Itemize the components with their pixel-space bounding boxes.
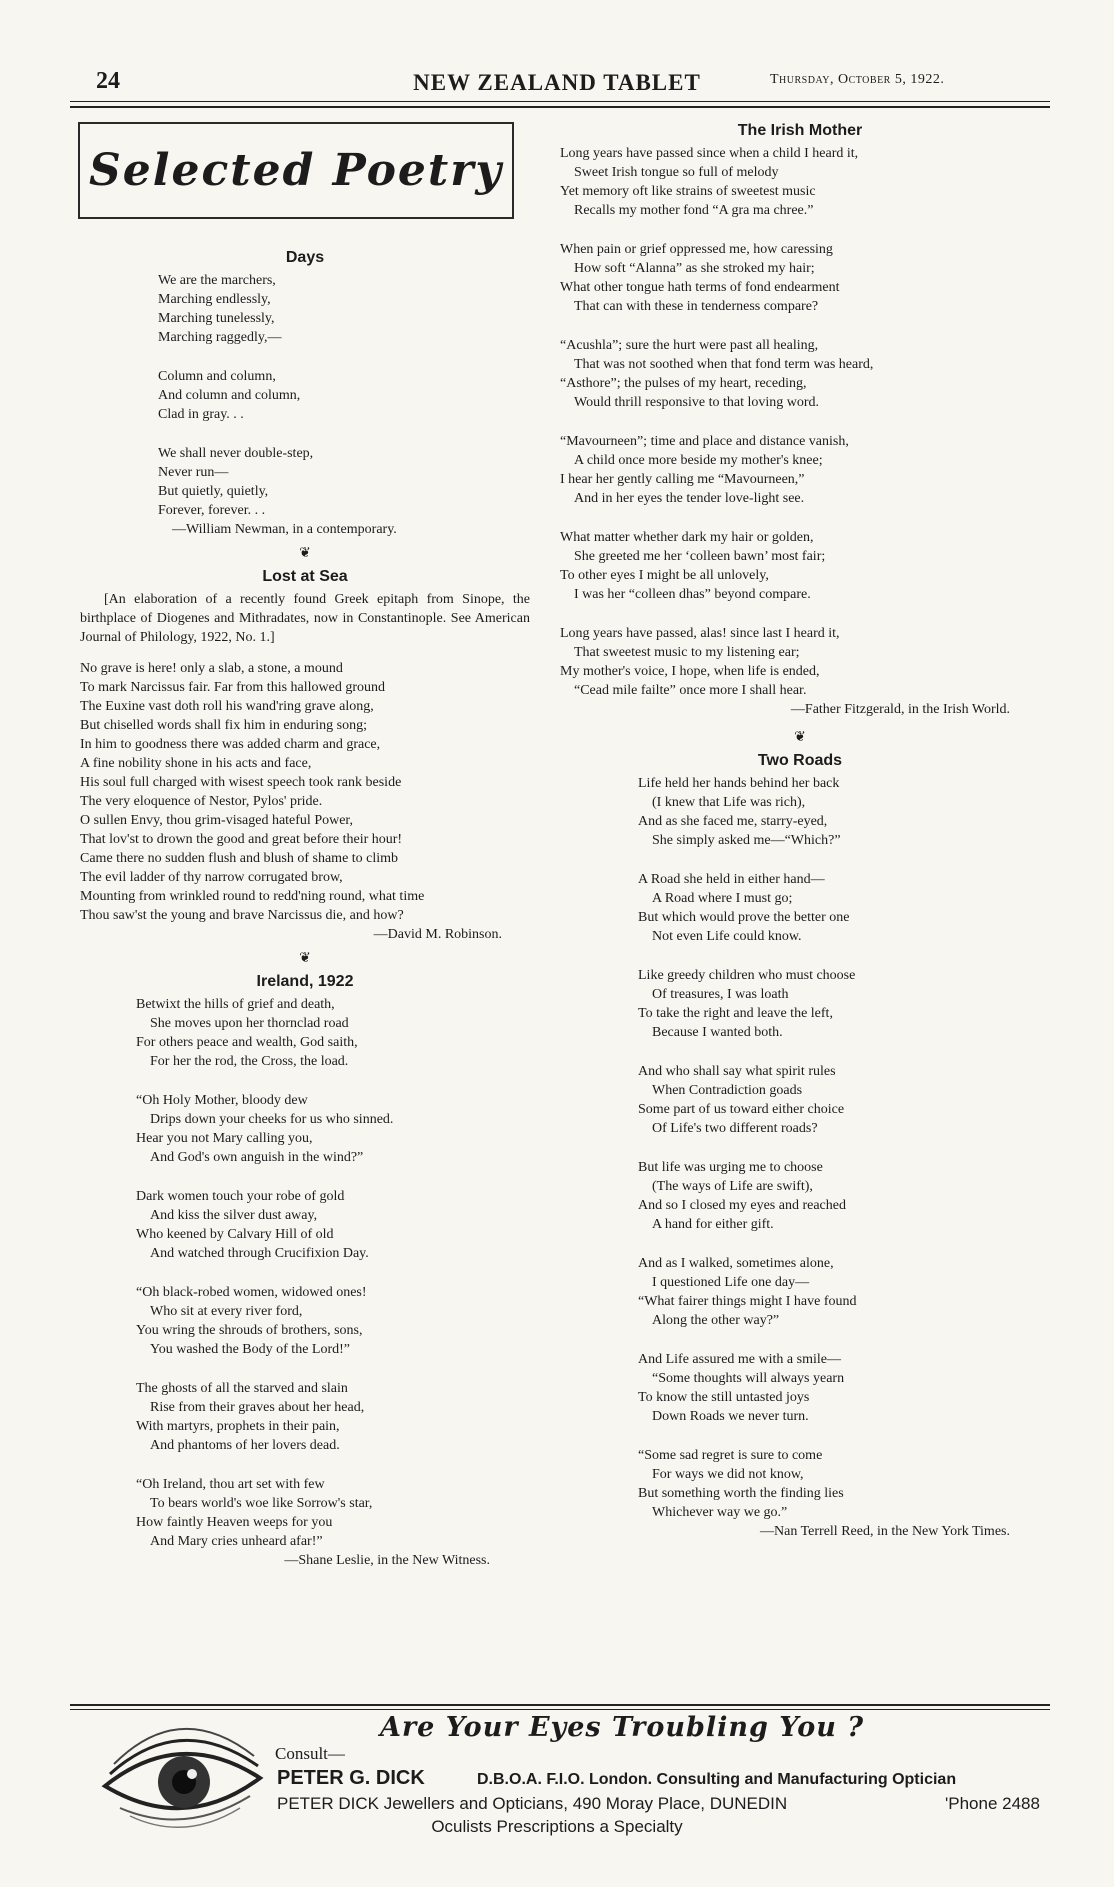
poem-line: For ways we did not know, [652, 1467, 804, 1482]
stanza [560, 624, 1040, 700]
poem-line: To bears world's woe like Sorrow's star, [150, 1496, 373, 1511]
poem-line: To other eyes I might be all unlovely, [560, 568, 769, 583]
poem-line: Long years have passed since when a child I heard it, [560, 146, 859, 161]
poem-line: Hear you not Mary calling you, [136, 1131, 313, 1146]
poem-line: Down Roads we never turn. [652, 1409, 809, 1424]
poem-line: Marching endlessly, [158, 292, 271, 307]
poem-line: And in her eyes the tender love-light see. [574, 491, 805, 506]
ad-specialty: Oculists Prescriptions a Specialty [431, 1817, 683, 1836]
right-column [560, 122, 1040, 1541]
poem-line: When pain or grief oppressed me, how caressing [560, 242, 833, 257]
poem-line: And God's own anguish in the wind?” [150, 1150, 364, 1165]
poem-line: My mother's voice, I hope, when life is ended, [560, 664, 820, 679]
poem-line: A Road where I must go; [652, 891, 793, 906]
poem-line: And phantoms of her lovers dead. [150, 1438, 340, 1453]
poem-line: Betwixt the hills of grief and death, [136, 997, 335, 1012]
stanza [136, 1475, 530, 1551]
poem-line: For her the rod, the Cross, the load. [150, 1054, 349, 1069]
poem-line: A hand for either gift. [652, 1217, 774, 1232]
poem-line: Dark women touch your robe of gold [136, 1189, 345, 1204]
poem-two-roads [560, 752, 1040, 1541]
header-rule-thick [70, 106, 1050, 108]
section-title-box [78, 122, 514, 219]
poem-line: Recalls my mother fond “A gra ma chree.” [574, 203, 814, 218]
poem-line: And Life assured me with a smile— [638, 1352, 841, 1367]
stanza [560, 336, 1040, 412]
stanza [638, 1254, 1040, 1330]
ad-qualifications: D.B.O.A. F.I.O. London. Consulting and Manufacturing Optician [477, 1771, 957, 1788]
stanza [638, 1158, 1040, 1234]
ad-headline: Are Your Eyes Troubling You ? [380, 1712, 865, 1743]
stanza [136, 1379, 530, 1455]
poem-line: Sweet Irish tongue so full of melody [574, 165, 779, 180]
poem-line: Who keened by Calvary Hill of old [136, 1227, 334, 1242]
poem-title: Two Roads [757, 752, 843, 769]
poem-line: To take the right and leave the left, [638, 1006, 833, 1021]
section-title: Selected Poetry [89, 145, 503, 196]
stanza [158, 271, 530, 347]
poem-line: But something worth the finding lies [638, 1486, 844, 1501]
poem-title: Lost at Sea [262, 568, 348, 585]
poem-line: Rise from their graves about her head, [150, 1400, 365, 1415]
poem-title: Ireland, 1922 [256, 973, 354, 990]
poem-line: Forever, forever. . . [158, 503, 266, 518]
poem-intro: [An elaboration of a recently found Greek epitaph from Sinope, the birthplace of Diogenes and Mithradates, now in Constantinople. See American Journal of Philology, 1922, No. 1.] [80, 592, 530, 645]
ad-consult: Consult— [275, 1744, 345, 1763]
poem-line: Marching raggedly,— [158, 330, 282, 345]
poem-attribution: —William Newman, in a contemporary. [172, 522, 397, 537]
poem-line: Who sit at every river ford, [150, 1304, 303, 1319]
stanza [638, 870, 1040, 946]
poem-line: “Acushla”; sure the hurt were past all healing, [560, 338, 819, 353]
poem-line: And watched through Crucifixion Day. [150, 1246, 369, 1261]
poem-line: She moves upon her thornclad road [150, 1016, 349, 1031]
poem-line: To mark Narcissus fair. Far from this hallowed ground [80, 680, 386, 695]
poem-line: Some part of us toward either choice [638, 1102, 845, 1117]
poem-line: I hear her gently calling me “Mavourneen,” [560, 472, 805, 487]
poem-line: A Road she held in either hand— [638, 872, 825, 887]
poem-line: That was not soothed when that fond term was heard, [574, 357, 874, 372]
page-number: 24 [96, 68, 120, 94]
stanza [560, 144, 1040, 220]
ad-address: PETER DICK Jewellers and Opticians, 490 Moray Place, DUNEDIN [277, 1794, 788, 1813]
ad-name: PETER G. DICK [277, 1767, 425, 1789]
poem-line: Mounting from wrinkled round to redd'ning round, what time [80, 889, 425, 904]
poem-line: “Mavourneen”; time and place and distance vanish, [560, 434, 849, 449]
poem-irish-mother [560, 122, 1040, 719]
poem-ireland-1922 [80, 973, 530, 1570]
ad-phone: 'Phone 2488 [945, 1794, 1040, 1813]
stanza [638, 1062, 1040, 1138]
poem-attribution: —Father Fitzgerald, in the Irish World. [790, 702, 1010, 717]
poem-line: Came there no sudden flush and blush of shame to climb [80, 851, 399, 866]
poem-line: Never run— [158, 465, 229, 480]
ad-rule [70, 1709, 1050, 1710]
poem-line: A fine nobility shone in his acts and face, [80, 756, 312, 771]
poem-line: You wring the shrouds of brothers, sons, [136, 1323, 363, 1338]
stanza [560, 432, 1040, 508]
poem-line: She greeted me her ‘colleen bawn’ most fair; [574, 549, 826, 564]
poem-line: The ghosts of all the starved and slain [136, 1381, 348, 1396]
poem-line: Like greedy children who must choose [638, 968, 856, 983]
poem-line: And as I walked, sometimes alone, [638, 1256, 834, 1271]
poem-line: What matter whether dark my hair or golden, [560, 530, 814, 545]
poem-line: What other tongue hath terms of fond endearment [560, 280, 840, 295]
poem-line: And so I closed my eyes and reached [638, 1198, 846, 1213]
poem-line: She simply asked me—“Which?” [652, 833, 841, 848]
poem-line: How faintly Heaven weeps for you [136, 1515, 333, 1530]
poem-line: That can with these in tenderness compare? [574, 299, 819, 314]
poem-line: (The ways of Life are swift), [652, 1179, 813, 1194]
poem-line: Because I wanted both. [652, 1025, 783, 1040]
poem-line: (I knew that Life was rich), [652, 795, 806, 810]
poem-line: Life held her hands behind her back [638, 776, 840, 791]
poem-line: “What fairer things might I have found [638, 1294, 857, 1309]
poem-line: “Oh Ireland, thou art set with few [136, 1477, 325, 1492]
poem-line: I was her “colleen dhas” beyond compare. [574, 587, 811, 602]
poem-line: I questioned Life one day— [652, 1275, 810, 1290]
ornament-icon: ❦ [794, 730, 806, 745]
poem-line: “Oh black-robed women, widowed ones! [136, 1285, 367, 1300]
poem-attribution: —Shane Leslie, in the New Witness. [284, 1553, 490, 1568]
poem-line: The evil ladder of thy narrow corrugated brow, [80, 870, 343, 885]
stanza [136, 1283, 530, 1359]
poem-line: When Contradiction goads [652, 1083, 803, 1098]
poem-line: O sullen Envy, thou grim-visaged hateful Power, [80, 813, 354, 828]
poem-line: Of treasures, I was loath [652, 987, 789, 1002]
ornament-icon: ❦ [299, 951, 311, 966]
poem-line: The very eloquence of Nestor, Pylos' pride. [80, 794, 323, 809]
poem-line: Yet memory oft like strains of sweetest music [560, 184, 816, 199]
poem-line: His soul full charged with wisest speech took rank beside [80, 775, 402, 790]
poem-line: But which would prove the better one [638, 910, 850, 925]
poem-line: We are the marchers, [158, 273, 276, 288]
stanza [158, 444, 530, 539]
poem-line: But life was urging me to choose [638, 1160, 823, 1175]
poem-line: Clad in gray. . . [158, 407, 244, 422]
poem-line: And who shall say what spirit rules [638, 1064, 836, 1079]
poem-line: How soft “Alanna” as she stroked my hair; [574, 261, 815, 276]
header-rule [70, 101, 1050, 102]
poem-line: And as she faced me, starry-eyed, [638, 814, 828, 829]
poem-line: And Mary cries unheard afar!” [150, 1534, 323, 1549]
stanza [638, 1446, 1040, 1522]
poem-line: “Some thoughts will always yearn [652, 1371, 845, 1386]
poem-line: Along the other way?” [652, 1313, 780, 1328]
poem-attribution: —Nan Terrell Reed, in the New York Times. [760, 1524, 1010, 1539]
stanza [136, 995, 530, 1071]
poem-line: In him to goodness there was added charm and grace, [80, 737, 381, 752]
poem-line: With martyrs, prophets in their pain, [136, 1419, 340, 1434]
poem-line: The Euxine vast doth roll his wand'ring grave along, [80, 699, 374, 714]
stanza [638, 966, 1040, 1042]
stanza [638, 1350, 1040, 1426]
stanza [560, 528, 1040, 604]
poem-line: And column and column, [158, 388, 301, 403]
poem-line: Long years have passed, alas! since last I heard it, [560, 626, 840, 641]
poem-line: “Some sad regret is sure to come [638, 1448, 823, 1463]
stanza [560, 240, 1040, 316]
poem-line: To know the still untasted joys [638, 1390, 810, 1405]
poem-line: Drips down your cheeks for us who sinned. [150, 1112, 394, 1127]
poem-line: For others peace and wealth, God saith, [136, 1035, 358, 1050]
poem-lost-at-sea [80, 568, 530, 944]
stanza [136, 1187, 530, 1263]
ad-rule-thick [70, 1704, 1050, 1706]
poem-line: “Cead mile failte” once more I shall hear. [574, 683, 807, 698]
poem-attribution: —David M. Robinson. [373, 927, 502, 942]
poem-line: “Asthore”; the pulses of my heart, receding, [560, 376, 807, 391]
poem-line: We shall never double-step, [158, 446, 314, 461]
stanza [158, 367, 530, 424]
newspaper-title: NEW ZEALAND TABLET [413, 70, 701, 95]
issue-date: Thursday, October 5, 1922. [770, 72, 945, 87]
poem-line: But quietly, quietly, [158, 484, 269, 499]
poem-line: Column and column, [158, 369, 276, 384]
poem-line: Of Life's two different roads? [652, 1121, 818, 1136]
poem-line: Marching tunelessly, [158, 311, 275, 326]
ornament-icon: ❦ [299, 546, 311, 561]
stanza [638, 774, 1040, 850]
poem-line: A child once more beside my mother's knee; [574, 453, 823, 468]
poem-title: Days [285, 249, 325, 266]
poem-line: But chiselled words shall fix him in enduring song; [80, 718, 367, 733]
poem-line: “Oh Holy Mother, bloody dew [136, 1093, 308, 1108]
poem-line: Would thrill responsive to that loving word. [574, 395, 820, 410]
poem-title: The Irish Mother [737, 122, 863, 139]
poem-line: Not even Life could know. [652, 929, 802, 944]
poem-line: Thou saw'st the young and brave Narcissus die, and how? [80, 908, 404, 923]
poem-line: That lov'st to drown the good and great before their hour! [80, 832, 403, 847]
poem-days [80, 249, 530, 539]
left-column [80, 122, 530, 1570]
poem-line: And kiss the silver dust away, [150, 1208, 318, 1223]
stanza [136, 1091, 530, 1167]
poem-line: You washed the Body of the Lord!” [150, 1342, 350, 1357]
poem-line: That sweetest music to my listening ear; [574, 645, 800, 660]
poem-line: Whichever way we go.” [652, 1505, 788, 1520]
poem-line: No grave is here! only a slab, a stone, a mound [80, 661, 343, 676]
